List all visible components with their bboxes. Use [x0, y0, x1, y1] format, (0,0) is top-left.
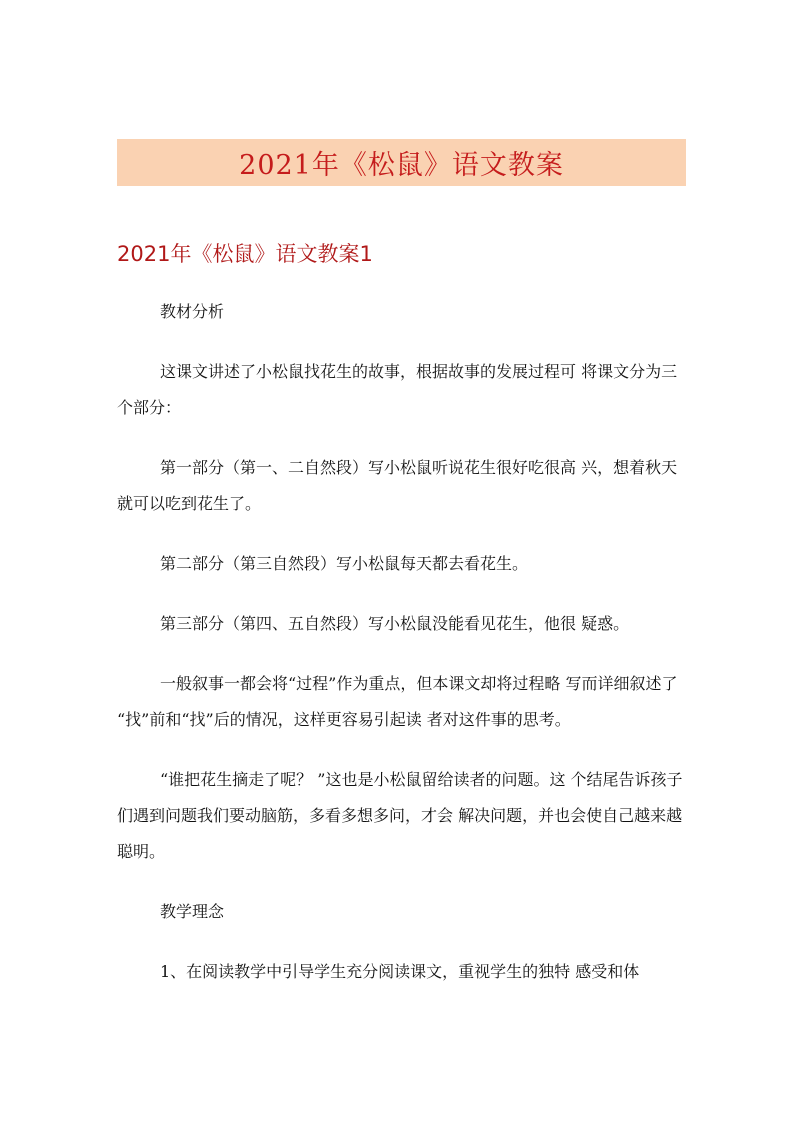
paragraph-intro: 这课文讲述了小松鼠找花生的故事，根据故事的发展过程可 将课文分为三个部分： — [117, 362, 678, 417]
paragraph-concept-one: 1、在阅读教学中引导学生充分阅读课文，重视学生的独特 感受和体 — [160, 962, 640, 981]
paragraph-part-one: 第一部分（第一、二自然段）写小松鼠听说花生很好吃很高 兴，想着秋天就可以吃到花生了。 — [117, 458, 678, 513]
paragraph-ending: “谁把花生摘走了呢？ ”这也是小松鼠留给读者的问题。这 个结尾告诉孩子们遇到问题我们要动脑筋，多看多想多问，才会 解决问题，并也会使自己越来越聪明。 — [117, 770, 683, 861]
paragraph-teaching-concept-heading: 教学理念 — [160, 902, 225, 921]
paragraph-narrative: 一般叙事一都会将“过程”作为重点，但本课文却将过程略 写而详细叙述了 “找”前和“找”后的情况，这样更容易引起读 者对这件事的思考。 — [117, 674, 678, 729]
paragraph-textbook-analysis-heading: 教材分析 — [160, 302, 225, 321]
section-heading: 2021年《松鼠》语文教案1 — [117, 242, 373, 266]
document-title: 2021年《松鼠》语文教案 — [239, 150, 564, 181]
title-banner — [117, 139, 686, 186]
document-body — [117, 294, 689, 1014]
paragraph-part-three: 第三部分（第四、五自然段）写小松鼠没能看见花生，他很 疑惑。 — [160, 614, 630, 633]
paragraph-part-two: 第二部分（第三自然段）写小松鼠每天都去看花生。 — [160, 554, 529, 573]
